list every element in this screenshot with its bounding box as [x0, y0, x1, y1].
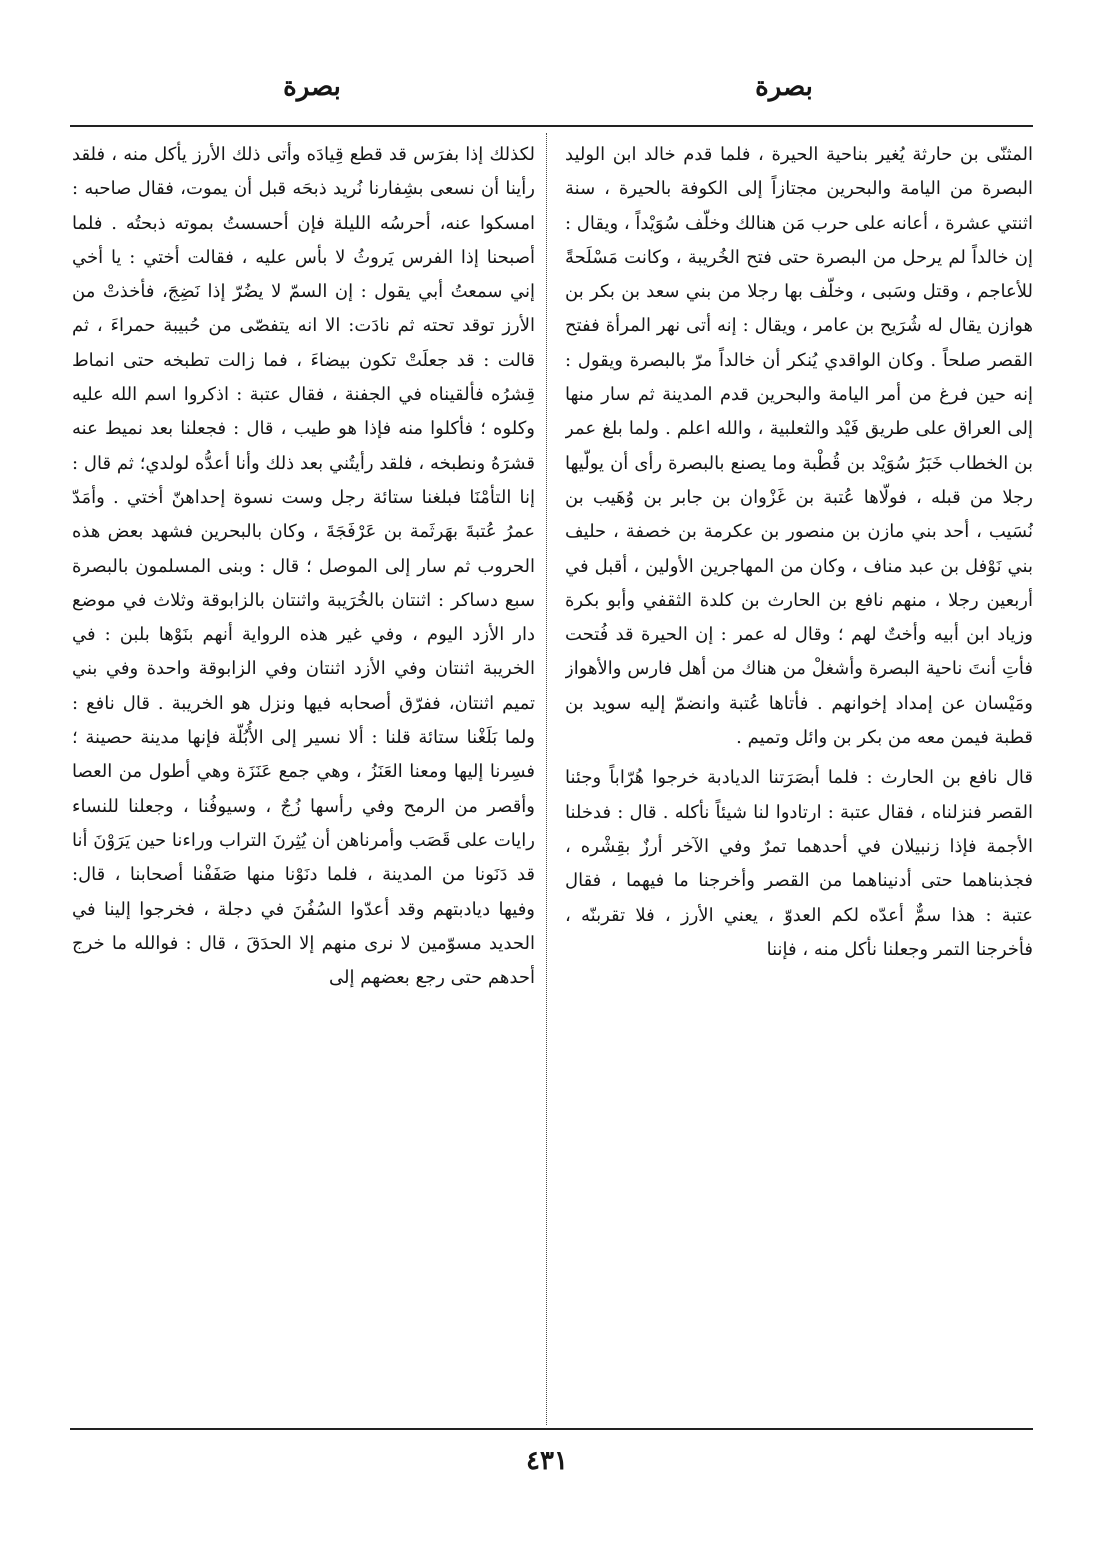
- running-header-right: بصرة: [755, 72, 813, 102]
- column-divider: [546, 133, 548, 1425]
- header-rule: [70, 125, 1033, 127]
- paragraph: المثنّى بن حارثة يُغير بناحية الحيرة ، فلما قدم خالد ابن الوليد البصرة من اليامة والبحرين مجتازاً إلى الكوفة بالحيرة ، سنة اثنتي عشرة ، أعانه على حرب مَن هنالك وخلّف سُوَيْداً ، ويقال : إن خالداً لم يرحل من البصرة حتى فتح الخُريبة ، وكانت مَسْلَحةً للأعاجم ، وقتل وسَبى ، وخلّف بها رجلا من بني سعد بن بكر بن هوازن يقال له شُرَيح بن عامر ، ويقال : إنه أتى نهر المرأة ففتح القصر صلحاً . وكان الواقدي يُنكر أن خالداً مرّ بالبصرة ويقول : إنه حين فرغ من أمر اليامة والبحرين قدم المدينة ثم سار منها إلى العراق على طريق فَيْد والثعلبية ، والله اعلم . ولما بلغ عمر بن الخطاب خَبَرُ سُوَيْد بن قُطْبة وما يصنع بالبصرة رأى أن يولّيها رجلا من قبله ، فولّاها عُتبة بن غَزْوان بن جابر بن وُهَيب بن نُسَيب ، أحد بني مازن بن منصور بن عكرمة بن خصفة ، حليف بني نَوْفل بن عبد مناف ، وكان من المهاجرين الأولين ، أقبل في أربعين رجلا ، منهم نافع بن الحارث بن كلدة الثقفي وأبو بكرة وزياد ابن أبيه وأختٌ لهم ؛ وقال له عمر : إن الحيرة قد فُتحت فأتِ أنتَ ناحية البصرة وأشغلْ من هناك من أهل فارس والأهواز ومَيْسان عن إمداد إخوانهم . فأتاها عُتبة وانضمّ إليه سويد بن قطبة فيمن معه من بكر بن وائل وتميم .: [565, 144, 1033, 749]
- paragraph: قال نافع بن الحارث : فلما أبصَرَتنا الديادبة خرجوا هُرّاباً وجئنا القصر فنزلناه ، فقال عتبة : ارتادوا لنا شيئاً نأكله . قال : فدخلنا الأجمة فإذا زنبيلان في أحدهما تمرٌ وفي الآخر أرزٌ بقِشْره ، فجذبناهما حتى أدنيناهما من القصر وأخرجنا ما فيهما ، فقال عتبة : هذا سمٌّ أعدّه لكم العدوّ ، يعني الأرز ، فلا تقربنّه ، فأخرجنا التمر وجعلنا نأكل منه ، فإننا: [565, 767, 1033, 960]
- text-column-left: [72, 138, 535, 1420]
- running-header-left: بصرة: [283, 72, 341, 102]
- text-column-right: [565, 138, 1033, 1420]
- paragraph: لكذلك إذا بفرَس قد قطع قِيادَه وأتى ذلك الأرز يأكل منه ، فلقد رأينا أن نسعى بشِفارنا نُريد ذبحَه قبل أن يموت، فقال صاحبه : امسكوا عنه، أحرسُه الليلة فإن أحسستُ بموته ذبحتُه . فلما أصبحنا إذا الفرس يَروثُ لا بأس عليه ، فقالت أختي : يا أخي إني سمعتُ أبي يقول : إن السمّ لا يضُرّ إذا نَضِجَ، فأخذتْ من الأرز توقد تحته ثم نادَت: الا انه يتفصّى من حُبيبة حمراءَ ، ثم قالت : قد جعلَتْ تكون بيضاءَ ، فما زالت تطبخه حتى انماط قِشرُه فألقيناه في الجفنة ، فقال عتبة : اذكروا اسم الله عليه وكلوه ؛ فأكلوا منه فإذا هو طيب ، قال : فجعلنا بعد نميط عنه قشرَهُ ونطبخه ، فلقد رأيتُني بعد ذلك وأنا أعدُّه لولدي؛ ثم قال : إنا التأمْنَا فبلغنا ستائة رجل وست نسوة إحداهنّ أختي . وأمَدّ عمرُ عُتبةَ بهَرثَمة بن عَرْفَجَةَ ، وكان بالبحرين فشهد بعض هذه الحروب ثم سار إلى الموصل ؛ قال : وبنى المسلمون بالبصرة سبع دساكر : اثنتان بالخُرَيبة واثنتان بالزابوقة وثلاث في موضع دار الأزد اليوم ، وفي غير هذه الرواية أنهم بنَوْها بلبن : في الخريبة اثنتان وفي الأزد اثنتان وفي الزابوقة واحدة وفي بني تميم اثنتان، ففرّق أصحابه فيها ونزل هو الخريبة . قال نافع : ولما بَلَغْنا ستائة قلنا : ألا نسير إلى الأُبُلّة فإنها مدينة حصينة ؛ فسِرنا إليها ومعنا العَنَزُ ، وهي جمع عَنَزَة وهي أطول من العصا وأقصر من الرمح وفي رأسها زُجٌ ، وسيوفُنا ، وجعلنا للنساء رايات على قَصَب وأمرناهن أن يُثِرنَ التراب وراءنا حين يَرَوْنَ أنا قد دَنَونا من المدينة ، فلما دنَوْنا منها صَفَفْنا أصحابنا ، قال: وفيها ديادبتهم وقد أعدّوا السُفُنَ في دجلة ، فخرجوا إلينا في الحديد مسوّمين لا نرى منهم إلا الحدَقَ ، قال : فوالله ما خرج أحدهم حتى رجع بعضهم إلى: [72, 144, 535, 989]
- page-number: ٤٣١: [526, 1446, 568, 1476]
- footer-rule: [70, 1428, 1033, 1430]
